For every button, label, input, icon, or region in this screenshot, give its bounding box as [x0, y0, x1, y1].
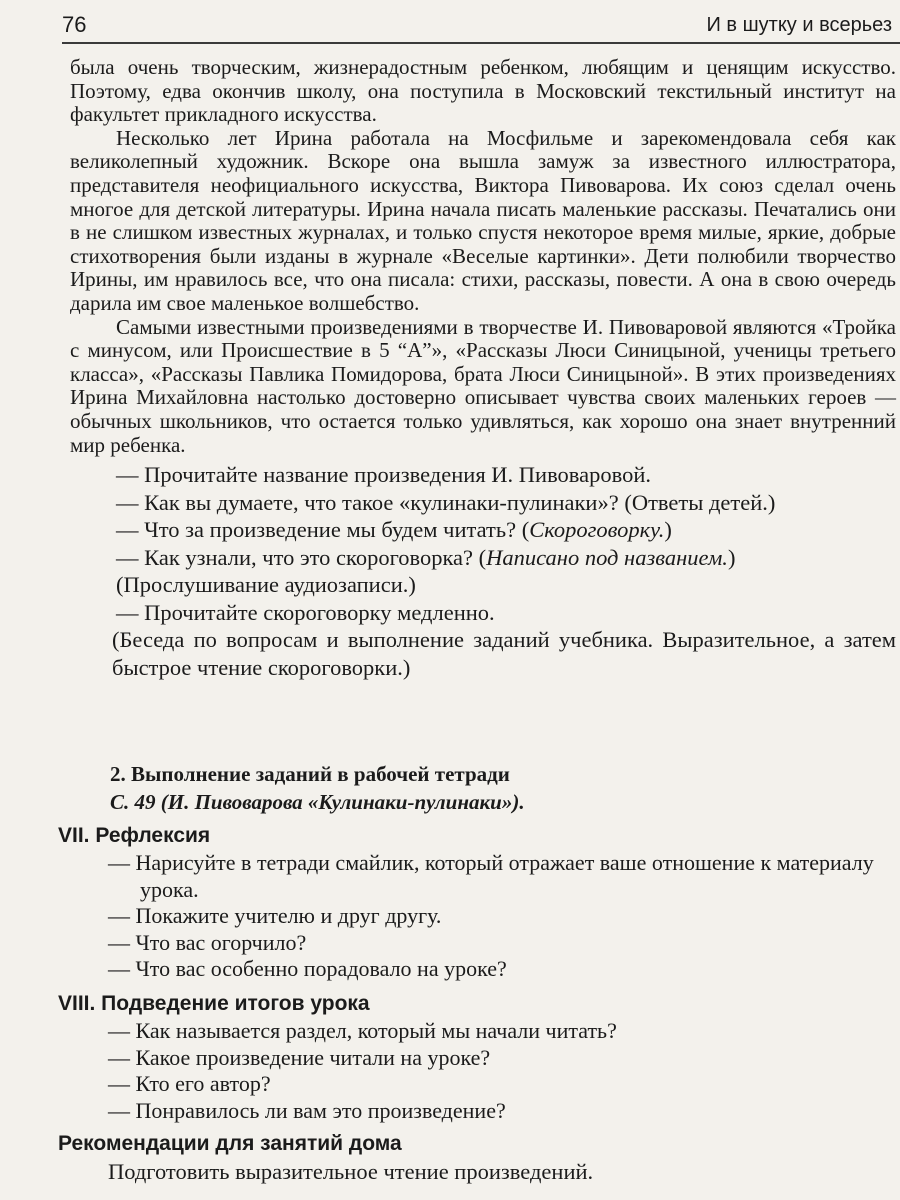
page-number: 76: [62, 12, 87, 37]
subsection-title: 2. Выполнение заданий в рабочей тетради: [110, 762, 510, 786]
running-header: [62, 8, 900, 44]
subsection-reference: С. 49 (И. Пивоварова «Кулинаки-пулинаки»).: [110, 790, 525, 814]
homework-text: Подготовить выразительное чтение произведений.: [108, 1159, 594, 1184]
workbook-subsection: [110, 760, 900, 816]
dialog-question: — Прочитайте скороговорку медленно.: [116, 599, 495, 625]
dialog-answer: Скороговорку.: [529, 517, 665, 543]
list-item: — Нарисуйте в тетради смайлик, который отражает ваше отношение к материалу урока.: [108, 850, 874, 902]
chapter-title: И в шутку и всерьез: [706, 14, 892, 36]
list-item: — Что вас особенно порадовало на уроке?: [108, 956, 507, 981]
dialog-question: — Что за произведение мы будем читать? (Скороговорку.): [116, 517, 672, 543]
list-item: — Что вас огорчило?: [108, 929, 307, 955]
list-item: — Как называется раздел, который мы начали читать?: [108, 1018, 617, 1043]
section-summary: [58, 990, 900, 1124]
section-title-reflection: VII. Рефлексия: [58, 824, 211, 847]
section-homework: [58, 1130, 900, 1185]
paragraph-biography: Несколько лет Ирина работала на Мосфильме и зарекомендовала себя как великолепный художник. Вскоре она вышла замуж за известного иллюстратора, представителя неофициального искусства, Виктора Пивоварова. Их союз сделал очень многое для детской литературы. Ирина начала писать маленькие рассказы. Печатались они в не слишком известных журналах, и только спустя некоторое время милые, яркие, добрые стихотворения были изданы в журнале «Веселые картинки». Дети полюбили творчество Ирины, им нравилось все, что она писала: стихи, рассказы, повести. А она в свою очередь дарила им свое маленькое волшебство.: [70, 125, 896, 315]
dialog-question: — Как вы думаете, что такое «кулинаки-пулинаки»? (Ответы детей.): [116, 489, 776, 515]
list-item: — Покажите учителю и друг другу.: [108, 903, 442, 928]
paragraph-intro: была очень творческим, жизнерадостным ребенком, любящим и ценящим искусство. Поэтому, едва окончив школу, она поступила в Московский текстильный институт на факультет прикладного искусства.: [70, 55, 896, 127]
list-item: — Кто его автор?: [108, 1071, 271, 1096]
list-item: — Какое произведение читали на уроке?: [108, 1044, 491, 1070]
dialog-question: — Прочитайте название произведения И. Пивоваровой.: [116, 462, 652, 488]
dialog-answer: Написано под названием.: [486, 544, 728, 570]
lesson-dialog: [70, 461, 896, 681]
stage-note: (Беседа по вопросам и выполнение заданий учебника. Выразительное, а затем быстрое чтение скороговорки.): [112, 627, 896, 680]
paragraph-works: Самыми известными произведениями в творчестве И. Пивоваровой являются «Тройка с минусом, или Происшествие в 5 “А”», «Рассказы Люси Синицыной, ученицы третьего класса», «Рассказы Павлика Помидорова, брата Люси Синицыной». В этих произведениях Ирина Михайловна настолько достоверно описывает чувства своих маленьких героев — обычных школьников, что остается только удивляться, как хорошо она знает внутренний мир ребенка.: [70, 314, 896, 457]
summary-list: [58, 1018, 900, 1124]
stage-note: (Прослушивание аудиозаписи.): [116, 572, 416, 598]
section-title-summary: VIII. Подведение итогов урока: [58, 992, 370, 1015]
list-item: — Понравилось ли вам это произведение?: [108, 1097, 506, 1123]
reflection-list: [58, 850, 900, 983]
dialog-question: — Как узнали, что это скороговорка? (Написано под названием.): [116, 544, 736, 570]
main-text: [70, 56, 896, 681]
section-reflection: [58, 822, 900, 983]
section-title-homework: Рекомендации для занятий дома: [58, 1132, 402, 1155]
